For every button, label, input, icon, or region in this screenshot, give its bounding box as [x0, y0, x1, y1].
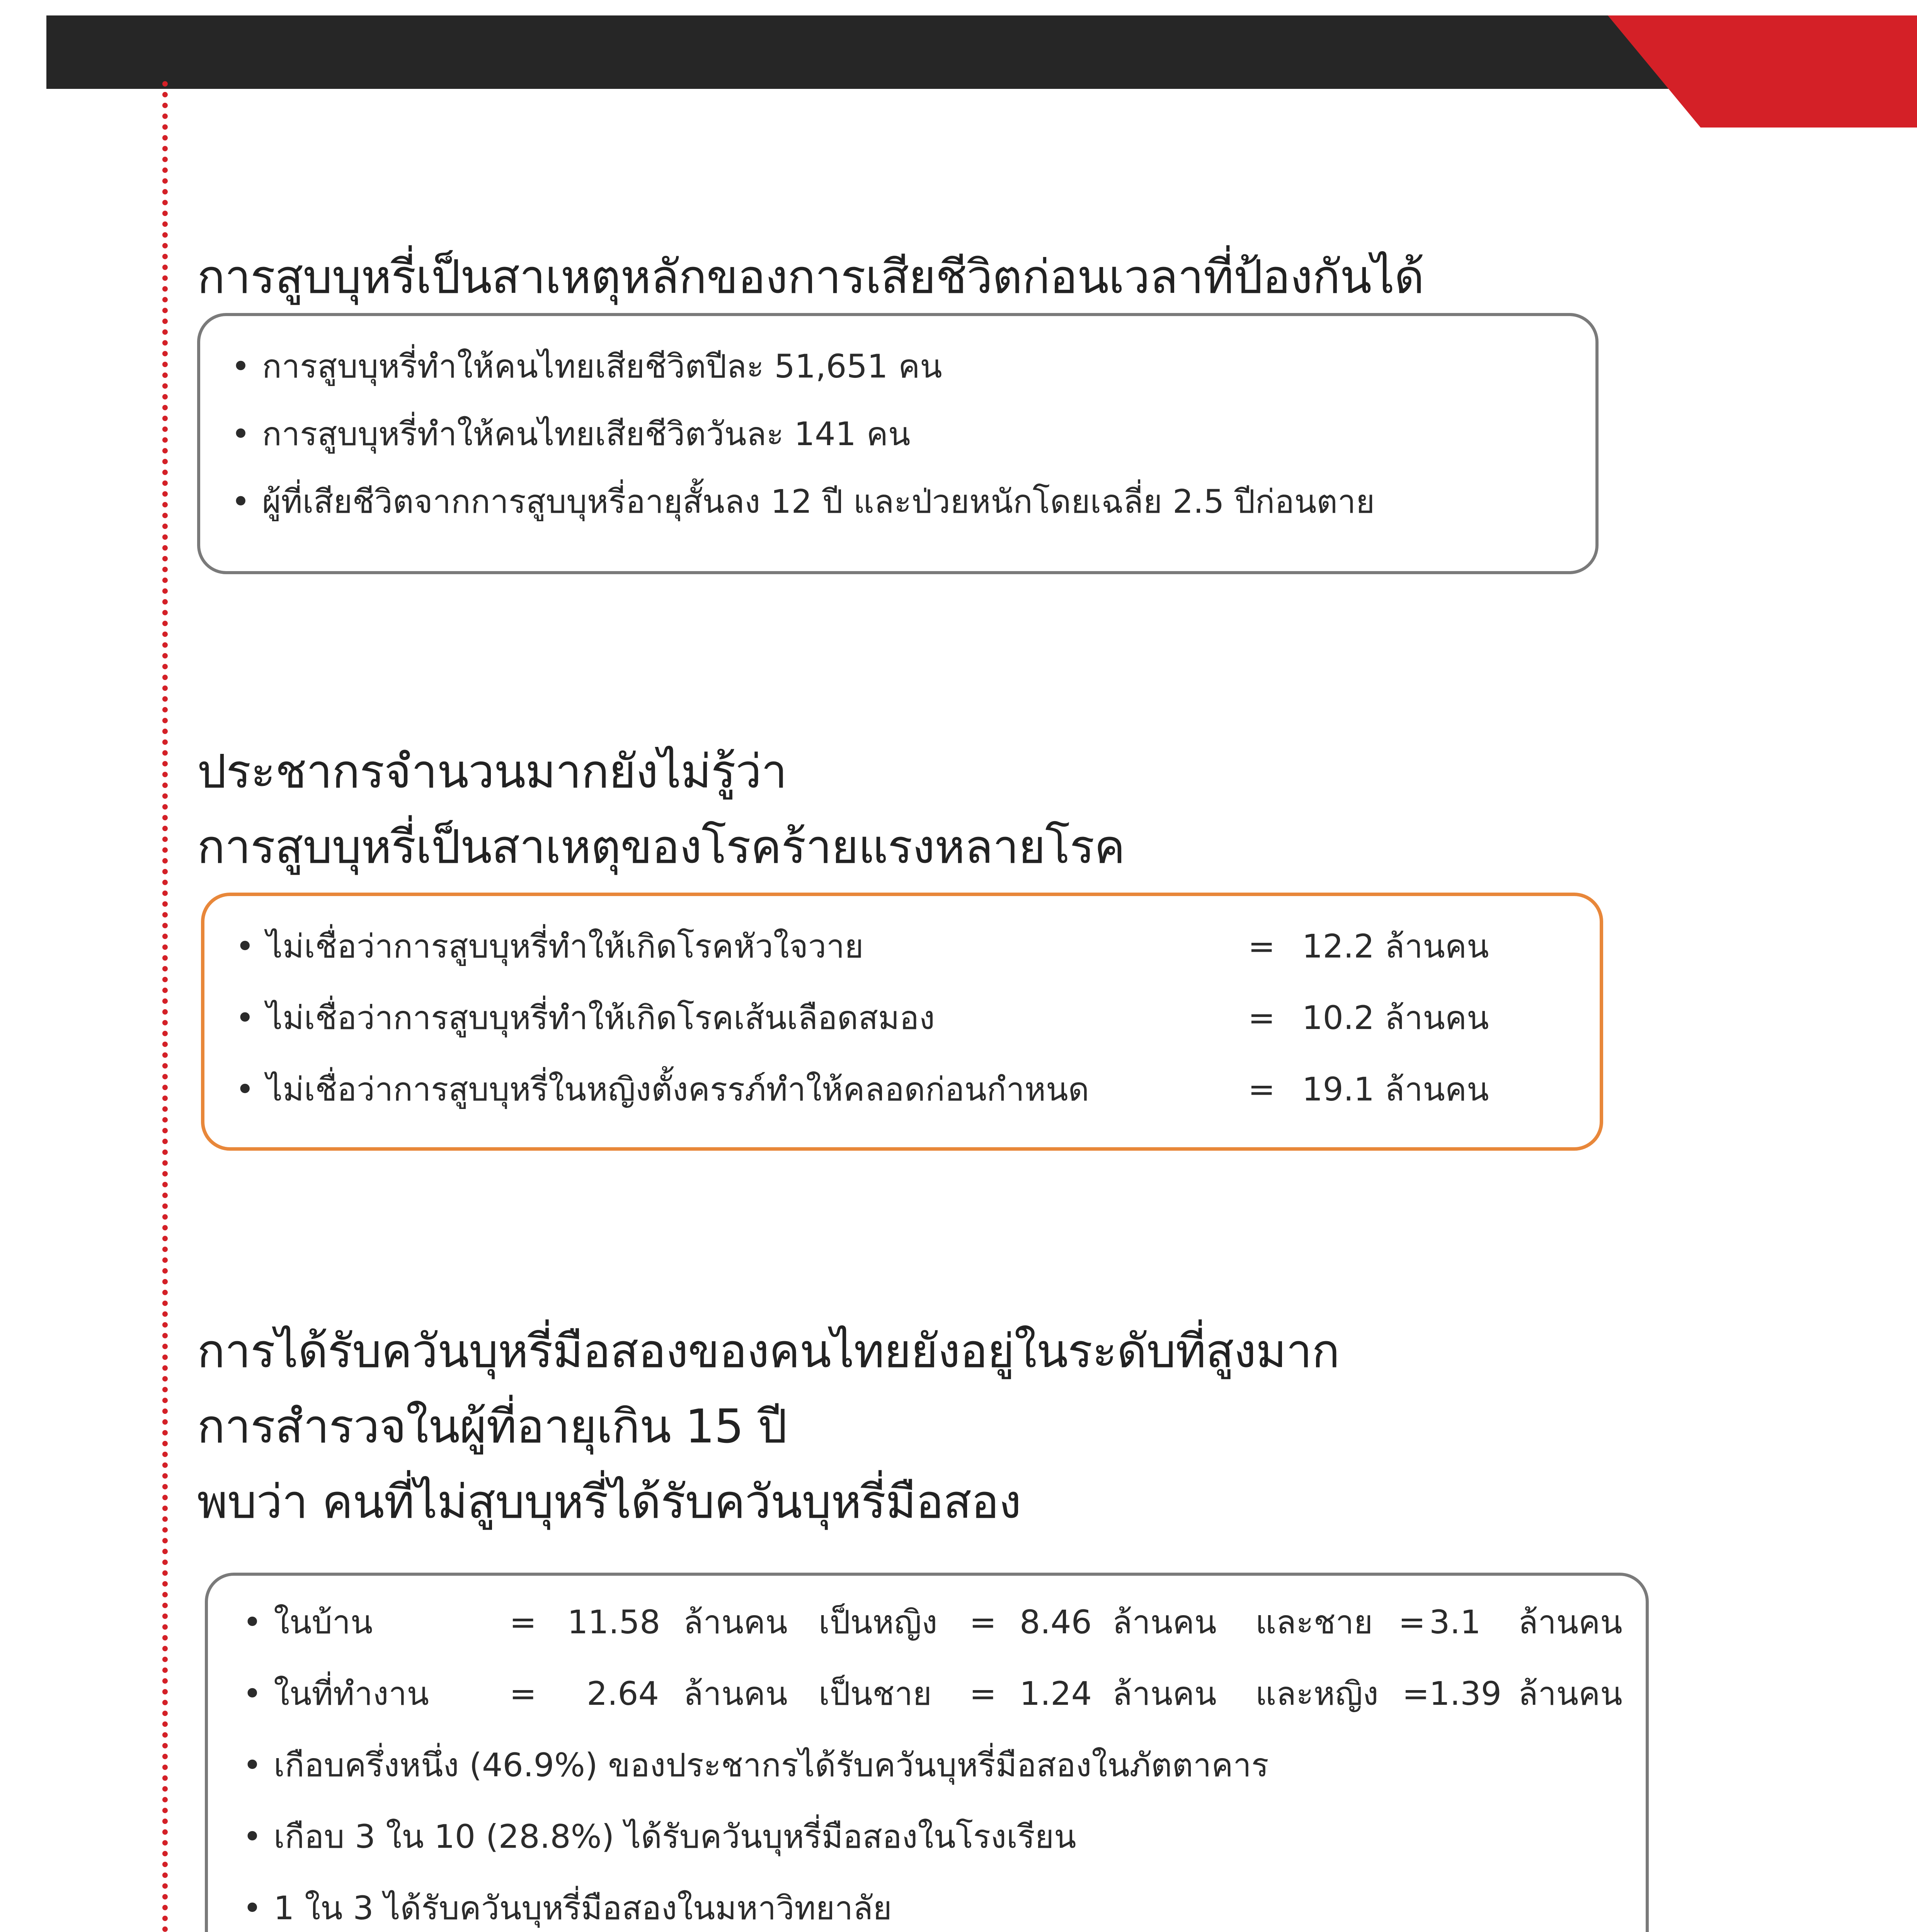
bullet-icon: • [243, 1746, 262, 1784]
section1-heading-line: การสูบบุหรี่เป็นสาเหตุหลักของการเสียชีวิตก่อนเวลาที่ป้องกันได้ [197, 250, 1424, 304]
bullet-icon: • [231, 415, 250, 453]
bullet-icon: • [243, 1889, 262, 1927]
bullet-icon: • [231, 347, 250, 385]
bullet-icon: • [231, 483, 250, 520]
equals-sign: = [1248, 999, 1275, 1037]
equals-sign: = [1248, 1070, 1275, 1108]
bullet-icon: • [243, 1818, 262, 1855]
bullet-icon: • [235, 1070, 255, 1108]
section3-heading-line: การสำรวจในผู้ที่อายุเกิน 15 ปี [197, 1400, 787, 1454]
section1-heading [197, 240, 1424, 315]
section2-heading-line: การสูบบุหรี่เป็นสาเหตุของโรคร้ายแรงหลายโรค [197, 820, 1125, 874]
section3-heading [197, 1314, 1340, 1540]
section2-heading-line: ประชากรจำนวนมากยังไม่รู้ว่า [197, 745, 787, 799]
row-value: 19.1 ล้านคน [1302, 1070, 1489, 1108]
bullet-icon: • [235, 999, 255, 1037]
left-dotted-margin-line [162, 81, 168, 1932]
section2-box: • ไม่เชื่อว่าการสูบบุหรี่ทำให้เกิดโรคหัวใจวาย = 12.2 ล้านคน • ไม่เชื่อว่าการสูบบุหรี่ทำให้เกิดโรคเส้นเลือดสมอง = 10.2 ล้านคน • ไม่เชื่อว่าการสูบบุหรี่ในหญิงตั้งครรภ์ทำให้คลอดก่อนกำหนด = 19.1 ล้านคน [201, 893, 1603, 1151]
equals-sign: = [1248, 927, 1275, 965]
row-value: 10.2 ล้านคน [1302, 999, 1489, 1037]
bullet-icon: • [235, 927, 255, 965]
bullet-icon: • [243, 1675, 262, 1713]
row-value: 12.2 ล้านคน [1302, 927, 1489, 965]
section2-heading [197, 734, 1125, 885]
section3-heading-line: การได้รับควันบุหรี่มือสองของคนไทยยังอยู่ในระดับที่สูงมาก [197, 1325, 1340, 1378]
section1-box: • การสูบบุหรี่ทำให้คนไทยเสียชีวิตปีละ 51,651 คน • การสูบบุหรี่ทำให้คนไทยเสียชีวิตวันละ 141 คน • ผู้ที่เสียชีวิตจากการสูบบุหรี่อายุสั้นลง 12 ปี และป่วยหนักโดยเฉลี่ย 2.5 ปีก่อนตาย [197, 313, 1599, 574]
bullet-icon: • [243, 1603, 262, 1641]
section3-box: • ในบ้าน = 11.58 ล้านคน เป็นหญิง = 8.46 ล้านคน และชาย = 3.1 ล้านคน • ในที่ทำงาน = 2.64 ล้านคน เป็นชาย = 1.24 ล้านคน และหญิง = 1.39 ล้านคน • เกือบครึ่งหนึ่ง (46.9%) ของประชากรได้รับควันบุหรี่มือสองในภัตตาคาร • เกือบ 3 ใน 10 (28.8%) ได้รับควันบุหรี่มือสองในโรงเรียน • 1 ใน 3 ได้รับควันบุหรี่มือสองในมหาวิทยาลัย [205, 1573, 1649, 1932]
top-red-corner [1608, 15, 1917, 128]
section3-heading-line: พบว่า คนที่ไม่สูบบุหรี่ได้รับควันบุหรี่มือสอง [197, 1475, 1021, 1529]
